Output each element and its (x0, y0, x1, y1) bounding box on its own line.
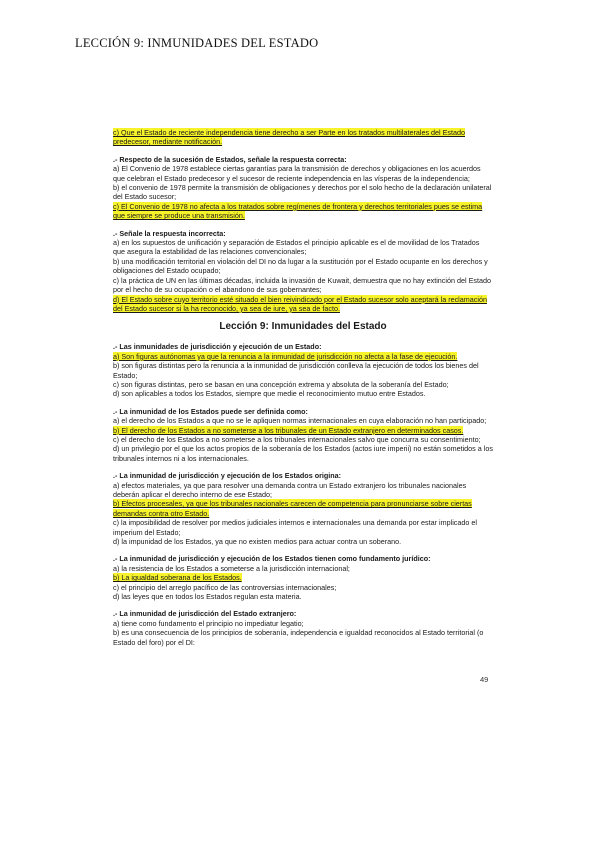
question-block (113, 155, 493, 221)
page-number: 49 (480, 675, 489, 684)
question-continuation (113, 128, 493, 147)
question-title: .- La inmunidad de los Estados puede ser definida como: (113, 406, 308, 416)
question-title: .- La inmunidad de jurisdicción del Estado extranjero: (113, 609, 297, 619)
answer-option (113, 435, 493, 444)
answer-option (113, 619, 493, 628)
answer-option (113, 352, 493, 361)
section-title: Lección 9: Inmunidades del Estado (219, 321, 387, 333)
answer-text: c) el derecho de los Estados a no someterse a los tribunales internacionales salvo que concurra su consentimiento; (113, 434, 481, 444)
answer-option (113, 573, 493, 582)
question-block (113, 554, 493, 601)
question-list-top (113, 155, 493, 314)
question-block (113, 229, 493, 314)
question-title: .- Señale la respuesta incorrecta: (113, 228, 226, 238)
question-block (113, 609, 493, 647)
answer-option (113, 426, 493, 435)
question-title: .- Respecto de la sucesión de Estados, señale la respuesta correcta: (113, 154, 347, 164)
highlighted-answer: b) Efectos procesales, ya que los tribunales nacionales carecen de competencia para pronunciarse sobre ciertas demandas contra otro Estado. (113, 499, 472, 518)
answer-option (113, 518, 493, 537)
answer-option (113, 295, 493, 314)
answer-option (113, 564, 493, 573)
question-title: .- La inmunidad de jurisdicción y ejecución de los Estados origina: (113, 471, 342, 481)
answer-text: d) las leyes que en todos los Estados regulan esta materia. (113, 592, 302, 602)
question-title: .- La inmunidad de jurisdicción y ejecución de los Estados tienen como fundamento jurídico: (113, 554, 431, 564)
answer-text: a) efectos materiales, ya que para resolver una demanda contra un Estado extranjero los tribunales nacionales deberán aplicar el derecho interno de ese Estado; (113, 480, 467, 499)
answer-text: c) la imposibilidad de resolver por medios judiciales internos e internacionales una demanda por estar implicado el imperium del Estado; (113, 518, 477, 537)
answer-text: a) en los supuestos de unificación y separación de Estados el principio aplicable es el de movilidad de los Tratados que asegura la estabilidad de las relaciones convencionales; (113, 238, 480, 257)
answer-option (113, 183, 493, 202)
answer-option (113, 257, 493, 276)
question-block (113, 471, 493, 546)
answer-option (113, 628, 493, 647)
answer-option (113, 276, 493, 295)
answer-option (113, 380, 493, 389)
answer-option (113, 592, 493, 601)
answer-text: a) El Convenio de 1978 establece ciertas garantías para la transmisión de derechos y obligaciones en los acuerdos que celebran el Estado predecesor y el sucesor de reciente independencia en las vísperas de la independencia; (113, 164, 481, 183)
question-block (113, 407, 493, 463)
answer-option (113, 202, 493, 221)
answer-text: a) la resistencia de los Estados a someterse a la jurisdicción internacional; (113, 563, 350, 573)
answer-text: d) la impunidad de los Estados, ya que no existen medios para actuar contra un soberano. (113, 537, 402, 547)
running-header: LECCIÓN 9: INMUNIDADES DEL ESTADO (75, 36, 319, 50)
answer-option (113, 416, 493, 425)
answer-option (113, 499, 493, 518)
answer-text: c) son figuras distintas, pero se basan en una concepción extrema y absoluta de la soberanía del Estado; (113, 379, 449, 389)
answer-text: b) es una consecuencia de los principios de soberanía, independencia e igualdad reconocidos al Estado territorial (o Estado del foro) por el DI: (113, 628, 484, 647)
highlighted-answer: d) El Estado sobre cuyo territorio esté situado el bien reivindicado por el Estado sucesor solo aceptará la reclamación del Estado sucesor si la ha reconocido, ya sea de iure, ya sea de facto. (113, 294, 487, 313)
answer-option (113, 583, 493, 592)
answer-text: c) la práctica de UN en las últimas décadas, incluida la invasión de Kuwait, demuestra que no hay extinción del Estado por el hecho de su ocupación o el abandono de sus gobernantes; (113, 275, 491, 295)
answer-option (113, 361, 493, 380)
answer-option (113, 128, 493, 147)
answer-text: b) el convenio de 1978 permite la transmisión de obligaciones y derechos por el solo hecho de la declaración unilateral del Estado sucesor; (113, 183, 492, 202)
answer-text: d) son aplicables a todos los Estados, siempre que medie el reconocimiento mutuo entre Estados. (113, 389, 426, 399)
answer-option (113, 481, 493, 500)
highlighted-answer: b) El derecho de los Estados a no someterse a los tribunales de un Estado extranjero en determinados casos. (113, 425, 464, 435)
answer-text: a) el derecho de los Estados a que no se le apliquen normas internacionales en cuya elaboración no han participado; (113, 416, 487, 426)
highlighted-answer: c) Que el Estado de reciente independencia tiene derecho a ser Parte en los tratados multilaterales del Estado predecesor, mediante notificación. (113, 128, 466, 147)
question-title: .- Las inmunidades de jurisdicción y ejecución de un Estado: (113, 342, 322, 352)
page-content (113, 128, 493, 655)
answer-text: d) un privilegio por el que los actos propios de la soberanía de los Estados (actos iure imperii) no están sometidos a los tribunales internos ni a los internacionales. (113, 444, 493, 463)
answer-text: b) son figuras distintas pero la renuncia a la inmunidad de jurisdicción conlleva la ejecución de todos los bienes del Estado; (113, 361, 479, 380)
answer-option (113, 238, 493, 257)
question-block (113, 342, 493, 398)
answer-option (113, 164, 493, 183)
answer-option (113, 537, 493, 546)
answer-text: b) una modificación territorial en violación del DI no da lugar a la sustitución por el Estado ocupante en los derechos y obligaciones del Estado ocupado; (113, 256, 488, 276)
answer-option (113, 444, 493, 463)
answer-option (113, 389, 493, 398)
answer-text: a) tiene como fundamento el principio no impediatur legatio; (113, 618, 304, 628)
highlighted-answer: a) Son figuras autónomas ya que la renuncia a la inmunidad de jurisdicción no afecta a la fase de ejecución. (113, 351, 458, 361)
highlighted-answer: b) La igualdad soberana de los Estados. (113, 573, 242, 583)
answer-text: c) el principio del arreglo pacífico de las controversias internacionales; (113, 582, 337, 592)
question-list-section (113, 342, 493, 647)
highlighted-answer: c) El Convenio de 1978 no afecta a los tratados sobre regímenes de frontera y derechos territoriales pues se estima que siempre se produce una transmisión. (113, 201, 483, 221)
